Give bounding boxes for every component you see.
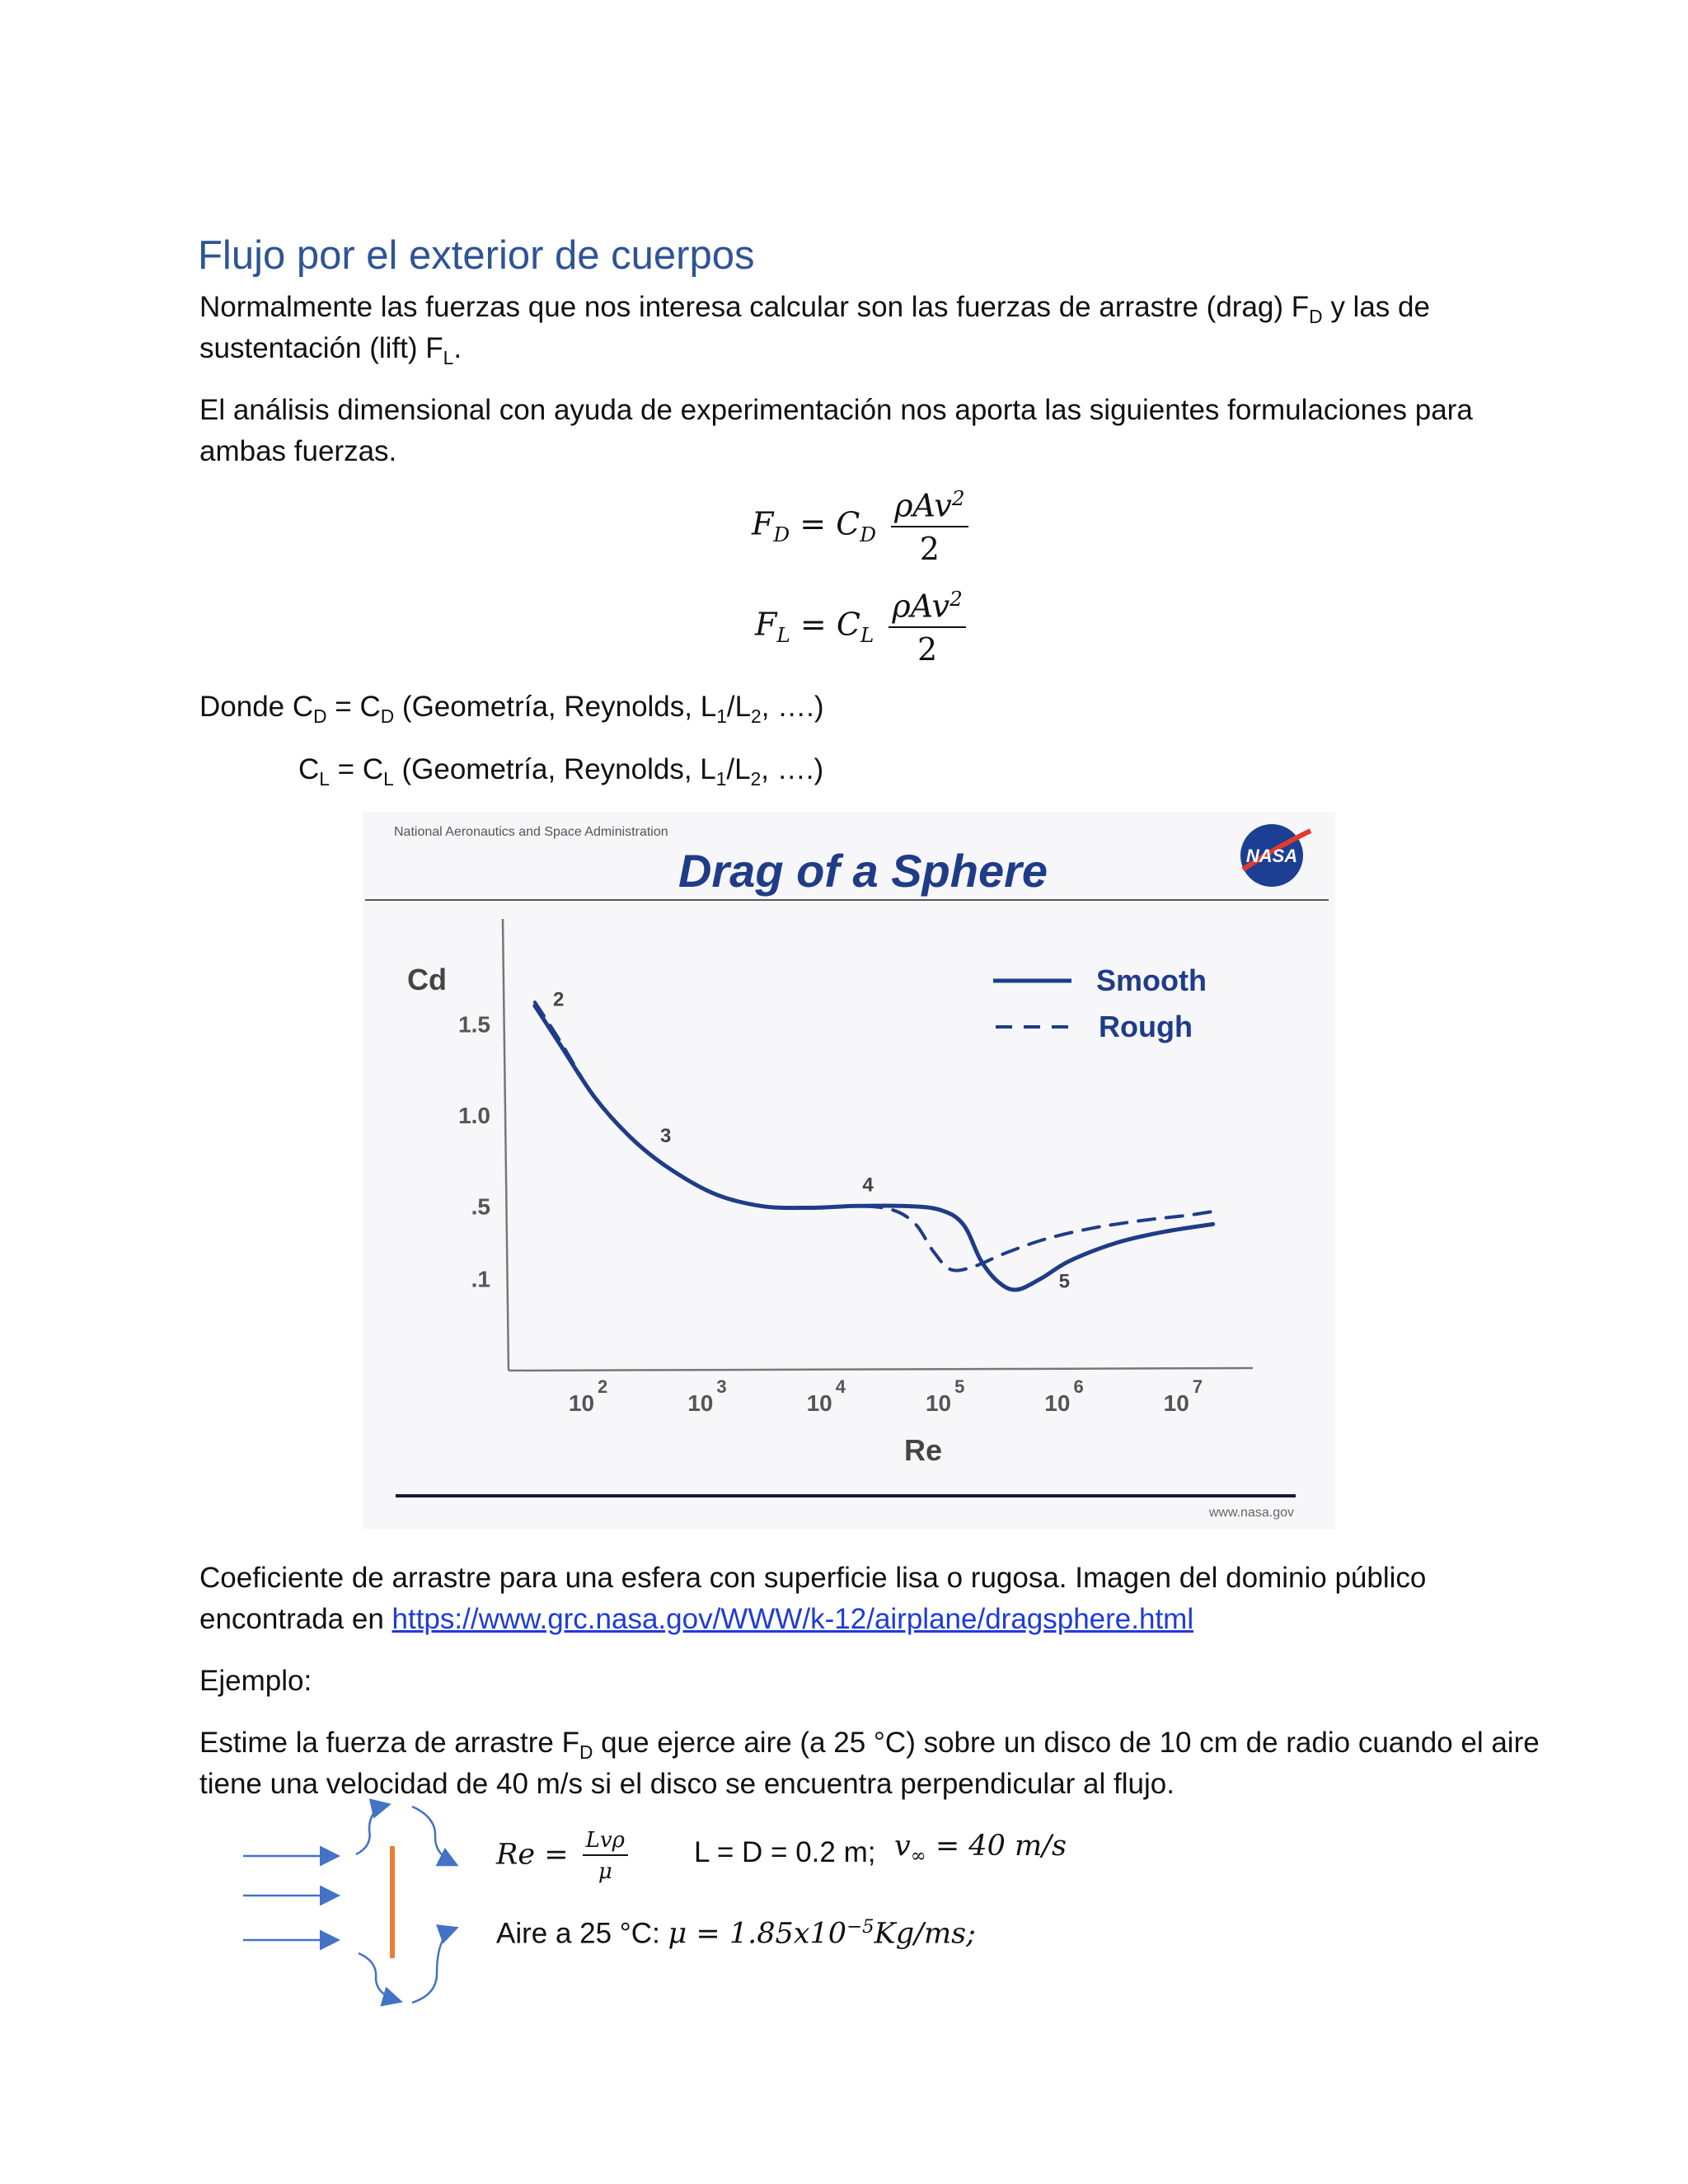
denominator: 2 xyxy=(917,630,938,668)
source-link[interactable]: https://www.grc.nasa.gov/WWW/k-12/airplane/dragsphere.html xyxy=(392,1603,1194,1635)
legend-label-smooth: Smooth xyxy=(1096,963,1207,997)
formula-symbol: C xyxy=(836,606,860,643)
subscript: D xyxy=(773,522,790,546)
streamline-lower-left xyxy=(359,1953,399,2001)
subscript: L xyxy=(776,622,790,647)
text: , ….) xyxy=(761,691,824,723)
superscript: 2 xyxy=(950,587,963,611)
figure-title: Drag of a Sphere xyxy=(678,845,1048,897)
nasa-logo-text: NASA xyxy=(1245,846,1298,866)
intro-text: y las de xyxy=(1322,291,1430,323)
y-tick-label: .5 xyxy=(471,1193,490,1220)
curve-region-label: 5 xyxy=(1058,1270,1070,1293)
caption-text: encontrada en xyxy=(199,1603,392,1635)
text: (Geometría, Reynolds, L xyxy=(393,753,716,785)
formula-symbol: F xyxy=(755,606,777,643)
x-tick-base: 10 xyxy=(1163,1390,1189,1416)
text: (Geometría, Reynolds, L xyxy=(394,691,717,723)
analysis-line-1: El análisis dimensional con ayuda de experimentación nos aporta las siguientes formulaciones para xyxy=(199,394,1473,426)
text: = C xyxy=(326,691,381,723)
viscosity-value: μ = 1.85x10 xyxy=(668,1917,847,1951)
example-label: Ejemplo: xyxy=(199,1665,312,1697)
intro-text: sustentación (lift) F xyxy=(199,332,443,364)
subscript: D xyxy=(860,522,877,546)
subscript: D xyxy=(579,1741,593,1763)
y-tick-label: .1 xyxy=(471,1266,490,1292)
velocity-text: = 40 m/s xyxy=(926,1830,1067,1863)
equals-sign: = xyxy=(799,505,827,542)
numerator-text: ρAv xyxy=(892,588,950,625)
formula-symbol: C xyxy=(836,505,860,542)
x-axis-label: Re xyxy=(903,1433,943,1467)
fraction xyxy=(583,1828,628,1884)
agency-name: National Aeronautics and Space Administration xyxy=(394,825,668,839)
problem-line-2: tiene una velocidad de 40 m/s si el disco se encuentra perpendicular al flujo. xyxy=(199,1768,1175,1800)
subscript: 2 xyxy=(751,705,762,727)
superscript: 2 xyxy=(951,486,965,510)
subscript: L xyxy=(383,768,394,790)
text: , ….) xyxy=(761,753,824,785)
x-tick-exponent: 5 xyxy=(954,1376,965,1397)
intro-text: . xyxy=(453,332,462,364)
subscript: 1 xyxy=(715,768,727,790)
x-tick-exponent: 6 xyxy=(1073,1376,1084,1397)
subscript: 1 xyxy=(716,705,727,727)
subscript: D xyxy=(380,705,395,727)
problem-text: que ejerce aire (a 25 °C) sobre un disco de 10 cm de radio cuando el aire xyxy=(593,1727,1540,1759)
page-title: Flujo por el exterior de cuerpos xyxy=(198,233,755,278)
curve-region-label: 2 xyxy=(553,988,565,1011)
subscript: ∞ xyxy=(910,1845,926,1867)
reynolds-lhs: Re = xyxy=(496,1838,569,1872)
x-tick-base: 10 xyxy=(1044,1390,1071,1416)
subscript: D xyxy=(1309,306,1323,327)
y-axis-label: Cd xyxy=(407,963,447,996)
problem-text: Estime la fuerza de arrastre F xyxy=(199,1727,579,1759)
denominator: μ xyxy=(598,1859,612,1884)
subscript: 2 xyxy=(750,768,762,790)
x-tick-base: 10 xyxy=(568,1390,595,1416)
equals-sign: = xyxy=(799,606,827,643)
subscript: L xyxy=(319,768,330,790)
length-value: L = D = 0.2 m; xyxy=(694,1836,876,1868)
viscosity-units: Kg/ms; xyxy=(874,1917,976,1951)
x-tick-base: 10 xyxy=(925,1390,952,1416)
legend-label-rough: Rough xyxy=(1099,1010,1193,1043)
subscript: D xyxy=(313,705,327,727)
streamline-upper-left xyxy=(356,1805,387,1854)
reynolds-formula xyxy=(496,1828,628,1884)
text: /L xyxy=(726,753,751,785)
x-tick-exponent: 7 xyxy=(1192,1376,1203,1397)
formula-symbol: F xyxy=(752,505,774,542)
intro-text: Normalmente las fuerzas que nos interesa calcular son las fuerzas de arrastre (drag) F xyxy=(199,291,1310,323)
figure-caption-line-1: Coeficiente de arrastre para una esfera con superficie lisa o rugosa. Imagen del dominio público xyxy=(199,1562,1427,1594)
x-tick-exponent: 4 xyxy=(835,1376,846,1397)
viscosity-line xyxy=(496,1906,976,1955)
text: = C xyxy=(329,753,384,785)
curve-region-label: 3 xyxy=(659,1125,672,1148)
superscript: −5 xyxy=(846,1916,874,1938)
curve-region-label: 4 xyxy=(862,1174,874,1197)
numerator: Lvρ xyxy=(583,1828,628,1856)
x-tick-base: 10 xyxy=(687,1390,714,1416)
x-tick-exponent: 3 xyxy=(716,1376,727,1397)
subscript: L xyxy=(860,622,874,647)
streamline-upper-right xyxy=(412,1807,455,1864)
y-tick-label: 1.5 xyxy=(458,1011,490,1038)
y-tick-label: 1.0 xyxy=(458,1102,490,1128)
denominator: 2 xyxy=(919,530,940,567)
viscosity-prefix: Aire a 25 °C: xyxy=(496,1917,668,1950)
subscript: L xyxy=(443,347,454,368)
numerator-text: ρAv xyxy=(894,487,952,524)
velocity-symbol: v xyxy=(894,1830,911,1863)
streamline-lower-right xyxy=(412,1929,455,2003)
text: Donde C xyxy=(199,691,314,723)
x-tick-base: 10 xyxy=(806,1390,832,1416)
analysis-line-2: ambas fuerzas. xyxy=(199,435,397,467)
velocity-value xyxy=(894,1830,1067,1867)
text: /L xyxy=(726,691,752,723)
footer-url: www.nasa.gov xyxy=(1208,1506,1294,1520)
x-tick-exponent: 2 xyxy=(598,1376,608,1397)
text: C xyxy=(298,753,320,785)
